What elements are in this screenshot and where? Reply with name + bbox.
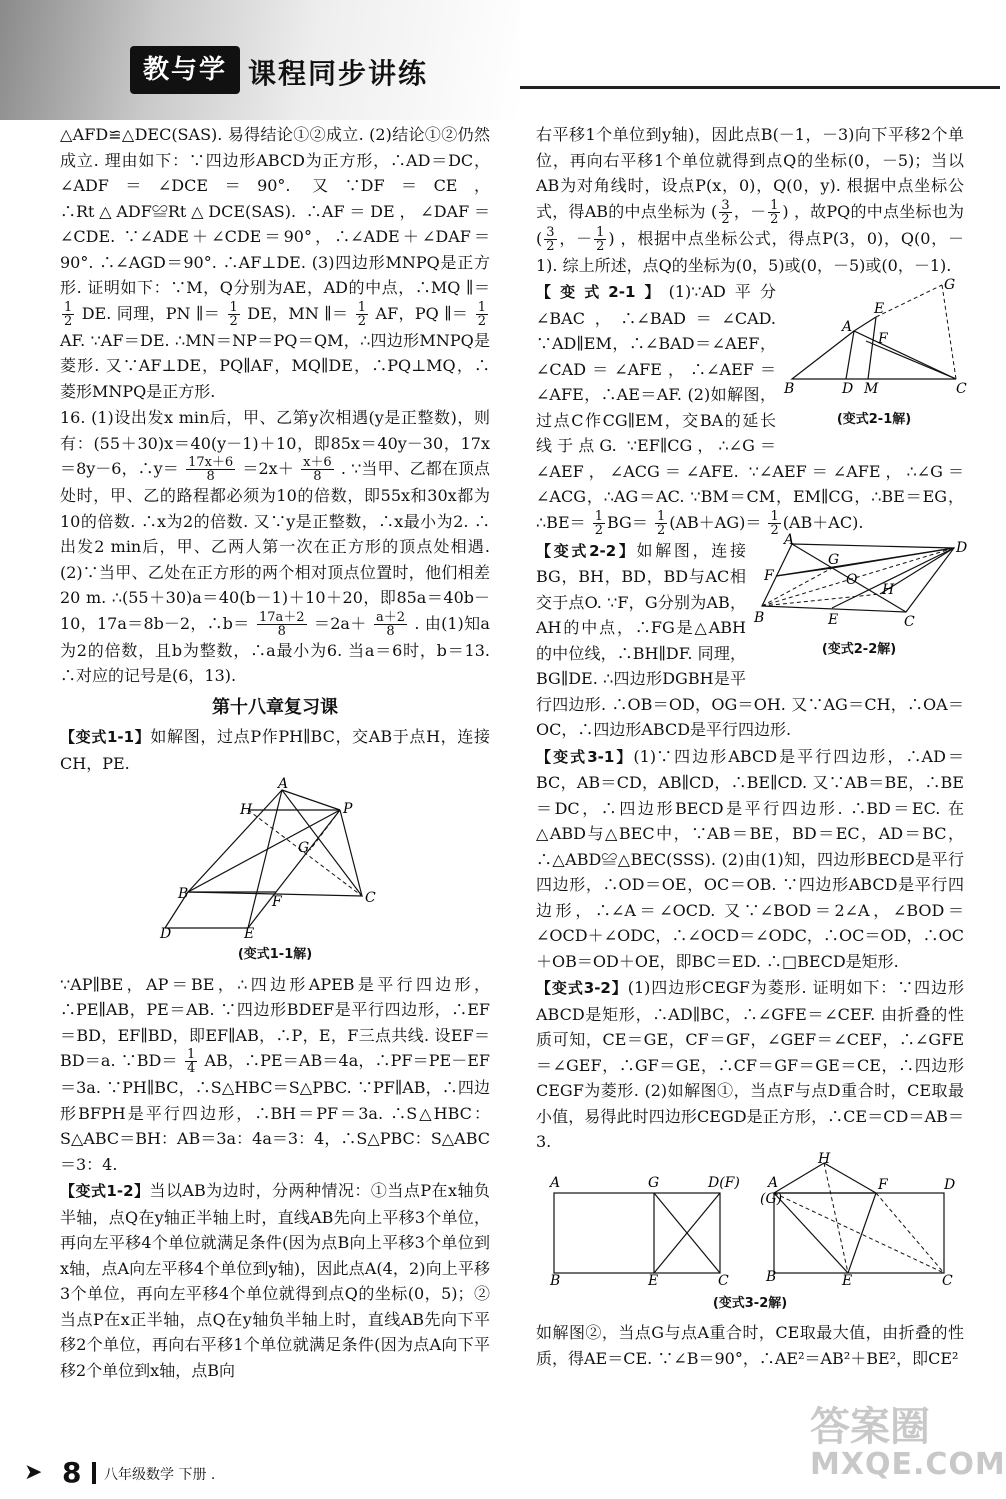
fraction-half: $\frac{1}{2}$	[770, 508, 779, 538]
page-number: 8	[62, 1456, 82, 1489]
fraction: $\frac{17a+2}{8}$	[258, 609, 305, 639]
svg-text:D: D	[944, 1176, 956, 1193]
svg-text:A: A	[768, 1174, 779, 1191]
figure-variant-2-2-wrap	[754, 531, 968, 667]
svg-text:E: E	[828, 611, 839, 628]
fraction: $\frac{1}{2}$	[596, 224, 605, 254]
svg-text:(G): (G)	[760, 1190, 783, 1207]
variant-tag: 【变式3-1】	[536, 747, 634, 766]
figure-variant-2-1	[784, 277, 967, 399]
fraction-half: $\frac{1}{2}$	[229, 299, 238, 329]
svg-text:D: D	[842, 381, 854, 397]
variant-tag: 【变式1-2】	[60, 1182, 150, 1200]
svg-text:C: C	[942, 1272, 953, 1289]
fraction: $\frac{3}{2}$	[721, 197, 730, 227]
fraction: $\frac{1}{2}$	[770, 197, 779, 227]
variant-3-2: 【变式3-2】(1)四边形CEGF为菱形. 证明如下：∵四边形ABCD是矩形，∴AD∥BC，∴∠GFE＝∠CEF. 由折叠的性质可知，CE＝GE，CF＝GF，∠GEF＝∠CEF，∴∠GFE＝∠GEF，∴GF＝GE，∴CF＝GF＝GE＝CE，∴四边形CEGF为菱形. (2)如解图①，当点F与点D重合时，CE取最小值，易得此时四边形CEGD是正方形，∴CE＝CD＝AB＝3.	[536, 978, 964, 1151]
svg-text:O: O	[846, 571, 858, 588]
fraction: $\frac{3}{2}$	[546, 224, 555, 254]
variant-2-2: 【变式2-2】如解图，连接BG，BH，BD，BD与AC相交于点O. ∵F，G分别为AB，AH的中点，∴FG是△ABH的中位线，∴BH∥DF. 同理，BG∥DE. ∴四边形DGBH是平行四边形. ∴OB＝OD，OG＝OH. 又∵AG＝CH，∴OA＝OC，∴四边形ABCD是平行四边形.	[536, 540, 964, 739]
svg-text:B: B	[754, 609, 765, 626]
figure-caption: (变式3-2解)	[712, 1295, 788, 1311]
left-column	[60, 122, 490, 1384]
variant-tag: 【变式3-2】	[536, 979, 628, 997]
page-header	[0, 0, 1000, 120]
answer-15-continued: △AFD≌△DEC(SAS). 易得结论①②成立. (2)结论①②仍然成立. 理由如下：∵四边形ABCD为正方形，∴AD＝DC，∠ADF＝∠DCE＝90°. 又∵DF＝CE，∴Rt△ADF≌Rt△DCE(SAS). ∴AF＝DE，∠DAF＝∠CDE. ∵∠ADE＋∠CDE＝90°，∴∠ADE＋∠DAF＝90°. ∴∠AGD＝90°. ∴AF⊥DE. (3)四边形MNPQ是正方形. 证明如下：∵M，Q分别为AE，AD的中点，∴MQ ∥＝ $\frac{1}{2}$ DE. 同理，PN ∥＝ $\frac{1}{2}$ DE，MN ∥＝ $\frac{1}{2}$ AF，PQ ∥＝ $\frac{1}{2}$ AF. ∵AF＝DE. ∴MN＝NP＝PQ＝QM，∴四边形MNPQ是菱形. 又∵AF⊥DE，PQ∥AF，MQ∥DE，∴PQ⊥MQ，∴菱形MNPQ是正方形.	[60, 125, 490, 401]
label-b: B	[178, 886, 189, 902]
label-c: C	[365, 890, 376, 906]
svg-text:C: C	[718, 1272, 729, 1289]
svg-text:M: M	[864, 381, 879, 397]
figure-variant-1-1	[160, 776, 390, 942]
svg-text:E: E	[842, 1272, 853, 1289]
svg-text:F: F	[764, 567, 774, 584]
triangle-abc	[188, 790, 362, 896]
svg-text:B: B	[550, 1272, 561, 1289]
fraction-quarter: $\frac{1}{4}$	[186, 1047, 196, 1076]
variant-1-1: 【变式1-1】如解图，过点P作PH∥BC，交AB于点H，连接CH，PE.	[60, 727, 490, 773]
arrow-icon: ➤	[24, 1460, 43, 1485]
label-d: D	[160, 926, 172, 942]
series-title: 课程同步讲练	[248, 57, 429, 90]
watermark: 答案圈 MXQE.COM	[810, 1404, 1006, 1482]
brand-logo: 教与学	[130, 46, 240, 94]
figure-caption: (变式1-1解)	[237, 947, 313, 962]
variant-1-1-proof: ∵AP∥BE，AP＝BE，∴四边形APEB是平行四边形，∴PE∥AB，PE＝AB. ∵四边形BDEF是平行四边形，∴EF＝BD，EF∥BD，即EF∥AB，∴P，E，F三点共线. 设EF＝BD＝a. ∵BD＝ $\frac{1}{4}$ AB，∴PE＝AB＝4a，∴PF＝PE－EF＝3a. ∵PH∥BC，∴S△HBC＝S△PBC. ∵PF∥AB，∴四边形BFPH是平行四边形，∴BH＝PF＝3a. ∴S△HBC：S△ABC＝BH：AB＝3a：4a＝3：4，∴S△PBC：S△ABC＝3：4.	[60, 974, 490, 1174]
variant-2-1: 【变式2-1】(1)∵AD平分∠BAC，∴∠BAD＝∠CAD. ∵AD∥EM，∴∠BAD＝∠AEF，∠CAD＝∠AFE，∴∠AEF＝∠AFE，∴AE＝AF. (2)如解图，过点C作CG∥EM，交BA的延长线于点G. ∵EF∥CG，∴∠G＝∠AEF，∠ACG＝∠AFE. ∵∠AEF＝∠AFE，∴∠G＝∠ACG，∴AG＝AC. ∵BM＝CM，EM∥CG，∴BE＝EG，∴BE＝ $\frac{1}{2}$ BG＝ $\frac{1}{2}$ (AB＋AG)＝ $\frac{1}{2}$ (AB＋AC).	[536, 282, 964, 538]
fraction-half: $\frac{1}{2}$	[594, 508, 603, 538]
svg-text:F: F	[878, 331, 888, 347]
svg-text:B: B	[784, 381, 795, 397]
variant-1-2-continued: 右平移1个单位到y轴)，因此点B(－1，－3)向下平移2个单位，再向右平移1个单位就得到点Q的坐标(0，－5)；当以AB为对角线时，设点P(x，0)，Q(0，y). 根据中点坐标公式，得AB的中点坐标为 ( $\frac{3}{2}$ ，－ $\frac{1}{2}$ ) ，故PQ的中点坐标也为 ( $\frac{3}{2}$ ，－ $\frac{1}{2}$ ) ，根据中点坐标公式，得点P(3，0)，Q(0，－1). 综上所述，点Q的坐标为(0，5)或(0，－5)或(0，－1).	[536, 125, 964, 275]
answer-16: 16. (1)设出发x min后，甲、乙第y次相遇(y是正整数)，则有：(55＋30)x＝40(y－1)＋10，即85x＝40y－30，17x＝8y－6，∴y＝ $\frac{17x+6}{8}$ ＝2x＋ $\frac{x+6}{8}$ . ∵当甲、乙都在顶点处时，甲、乙的路程都必须为10的倍数，即55x和30x都为10的倍数. ∴x为2的倍数. 又∵y是正整数，∴x最小为2. ∴出发2 min后，甲、乙两人第一次在正方形的顶点处相遇. (2)∵当甲、乙处在正方形的两个相对顶点位置时，他们相差20 m. ∴(55＋30)a＝40(b－1)＋10＋20，即85a＝40b－10，17a＝8b－2，∴b＝ $\frac{17a+2}{8}$ ＝2a＋ $\frac{a+2}{8}$ . 由(1)知a为2的倍数，且b为整数，∴a最小为6. 当a＝6时，b＝13. ∴对应的记号是(6，13).	[60, 408, 490, 685]
right-column	[536, 122, 968, 1372]
label-e: E	[244, 926, 255, 942]
variant-tag: 【变式2-1】	[536, 283, 669, 301]
svg-text:C: C	[904, 613, 915, 630]
variant-3-1: 【变式3-1】(1)∵四边形ABCD是平行四边形，∴AD＝BC，AB＝CD，AB∥CD，∴BE∥CD. 又∵AB＝BE，∴BE＝DC，∴四边形BECD是平行四边形. ∴BD＝EC. 在△ABD与△BEC中，∵AB＝BE，BD＝EC，AD＝BC，∴△ABD≌△BEC(SSS). (2)由(1)知，四边形BECD是平行四边形，∴OD＝OE，OC＝OB. ∵四边形ABCD是平行四边形，∴∠A＝∠OCD. 又∵∠BOD＝2∠A，∠BOD＝∠OCD＋∠ODC，∴∠OCD＝∠ODC，∴OC＝OD，∴OC＋OB＝OD＋OE，即BC＝ED. ∴□BECD是矩形.	[536, 746, 964, 971]
svg-text:G: G	[828, 551, 840, 568]
label-h: H	[240, 802, 253, 818]
fraction: $\frac{a+2}{8}$	[375, 609, 405, 639]
svg-text:G: G	[648, 1174, 660, 1191]
svg-text:C: C	[956, 381, 967, 397]
label-p: P	[343, 801, 353, 817]
figure-variant-2-1-wrap	[784, 277, 967, 436]
figure-caption: (变式2-1解)	[836, 411, 912, 427]
figure-variant-2-2	[754, 531, 968, 630]
variant-1-2: 【变式1-2】当以AB为边时，分两种情况：①当点P在x轴负半轴，点Q在y轴正半轴上时，直线AB先向上平移3个单位，再向左平移4个单位就满足条件(因为点B向上平移3个单位到x轴，点A向左平移4个单位到y轴)，因此点A(4，2)向上平移3个单位，再向左平移4个单位就得到点Q的坐标(0，5)；②当点P在x正半轴，点Q在y轴负半轴上时，直线AB先向下平移2个单位，再向右平移1个单位就满足条件(因为点A向下平移2个单位到x轴，点B向	[60, 1181, 490, 1380]
variant-tag: 【变式1-1】	[60, 728, 151, 746]
svg-text:G: G	[944, 277, 956, 293]
section-title: 第十八章复习课	[212, 696, 338, 718]
svg-text:D: D	[956, 539, 968, 556]
svg-text:H: H	[882, 581, 895, 598]
svg-text:F: F	[878, 1176, 888, 1193]
footer-divider	[92, 1462, 96, 1484]
svg-text:E: E	[648, 1272, 659, 1289]
label-f: F	[272, 894, 282, 910]
svg-text:A: A	[550, 1174, 561, 1191]
fraction-half: $\frac{1}{2}$	[357, 299, 367, 329]
label-g: G	[298, 840, 310, 856]
label-a: A	[278, 776, 289, 792]
figure-variant-3-2	[540, 1150, 960, 1289]
svg-text:B: B	[766, 1268, 777, 1285]
svg-text:D(F): D(F)	[708, 1174, 740, 1191]
figure-caption: (变式2-2解)	[821, 642, 897, 657]
variant-3-2-part2: 如解图②，当点G与点A重合时，CE取最大值，由折叠的性质，得AE＝CE. ∵∠B＝90°，∴AE²＝AB²＋BE²，即CE²	[536, 1323, 964, 1368]
svg-text:H: H	[818, 1150, 831, 1167]
header-rule	[520, 86, 1000, 89]
fraction-half: $\frac{1}{2}$	[477, 299, 486, 329]
svg-text:A: A	[842, 319, 853, 335]
svg-text:E: E	[874, 301, 885, 317]
svg-text:A: A	[784, 531, 795, 548]
fraction-half: $\frac{1}{2}$	[656, 508, 666, 538]
book-title: 八年级数学 下册 .	[104, 1467, 216, 1483]
fraction: $\frac{17x+6}{8}$	[188, 455, 234, 484]
variant-tag: 【变式2-2】	[536, 541, 637, 560]
fraction-half: $\frac{1}{2}$	[64, 299, 73, 329]
fraction: $\frac{x+6}{8}$	[303, 455, 332, 484]
